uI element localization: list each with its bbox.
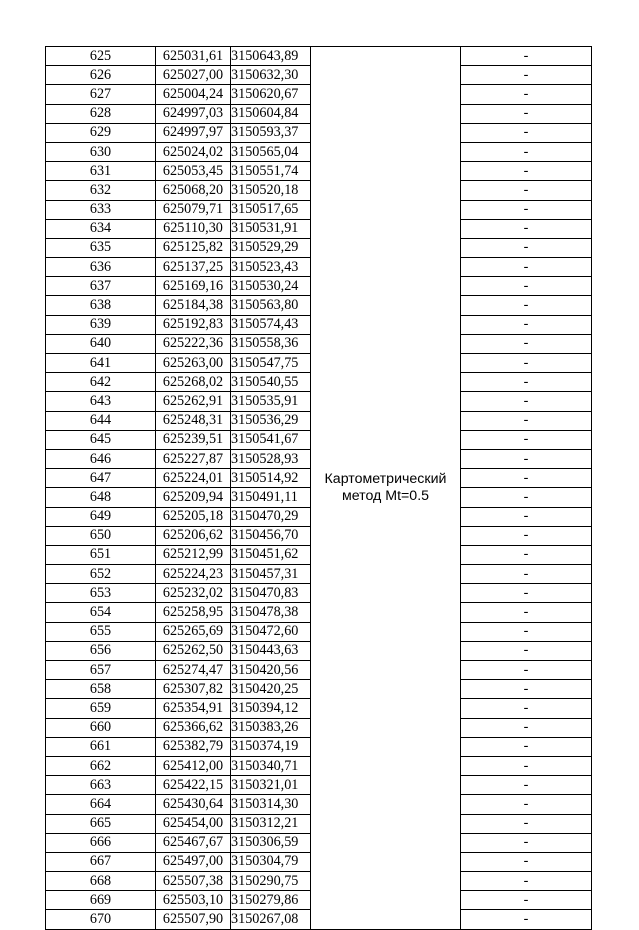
- y-coordinate-cell: 3150420,56: [231, 661, 311, 680]
- point-number-cell: 668: [46, 872, 156, 891]
- accuracy-cell: -: [461, 545, 592, 564]
- coordinates-table: [45, 46, 592, 930]
- x-coordinate-cell: 625307,82: [156, 680, 231, 699]
- point-number-cell: 650: [46, 526, 156, 545]
- x-coordinate-cell: 625110,30: [156, 219, 231, 238]
- accuracy-cell: -: [461, 238, 592, 257]
- x-coordinate-cell: 625024,02: [156, 142, 231, 161]
- point-number-cell: 656: [46, 641, 156, 660]
- accuracy-cell: -: [461, 526, 592, 545]
- y-coordinate-cell: 3150470,83: [231, 584, 311, 603]
- x-coordinate-cell: 625274,47: [156, 661, 231, 680]
- y-coordinate-cell: 3150535,91: [231, 392, 311, 411]
- y-coordinate-cell: 3150420,25: [231, 680, 311, 699]
- y-coordinate-cell: 3150279,86: [231, 891, 311, 910]
- point-number-cell: 670: [46, 910, 156, 929]
- accuracy-cell: -: [461, 507, 592, 526]
- accuracy-cell: -: [461, 852, 592, 871]
- accuracy-cell: -: [461, 795, 592, 814]
- point-number-cell: 655: [46, 622, 156, 641]
- accuracy-cell: -: [461, 641, 592, 660]
- point-number-cell: 664: [46, 795, 156, 814]
- point-number-cell: 649: [46, 507, 156, 526]
- y-coordinate-cell: 3150472,60: [231, 622, 311, 641]
- accuracy-cell: -: [461, 469, 592, 488]
- x-coordinate-cell: 625507,90: [156, 910, 231, 929]
- accuracy-cell: -: [461, 488, 592, 507]
- accuracy-cell: -: [461, 142, 592, 161]
- x-coordinate-cell: 625205,18: [156, 507, 231, 526]
- x-coordinate-cell: 624997,97: [156, 123, 231, 142]
- y-coordinate-cell: 3150632,30: [231, 66, 311, 85]
- y-coordinate-cell: 3150314,30: [231, 795, 311, 814]
- accuracy-cell: -: [461, 814, 592, 833]
- y-coordinate-cell: 3150374,19: [231, 737, 311, 756]
- table-body: [46, 47, 592, 930]
- point-number-cell: 658: [46, 680, 156, 699]
- accuracy-cell: -: [461, 85, 592, 104]
- x-coordinate-cell: 625192,83: [156, 315, 231, 334]
- accuracy-cell: -: [461, 411, 592, 430]
- x-coordinate-cell: 625366,62: [156, 718, 231, 737]
- accuracy-cell: -: [461, 584, 592, 603]
- point-number-cell: 646: [46, 449, 156, 468]
- point-number-cell: 637: [46, 277, 156, 296]
- accuracy-cell: -: [461, 66, 592, 85]
- point-number-cell: 641: [46, 354, 156, 373]
- x-coordinate-cell: 625497,00: [156, 852, 231, 871]
- y-coordinate-cell: 3150470,29: [231, 507, 311, 526]
- point-number-cell: 643: [46, 392, 156, 411]
- point-number-cell: 630: [46, 142, 156, 161]
- y-coordinate-cell: 3150536,29: [231, 411, 311, 430]
- accuracy-cell: -: [461, 277, 592, 296]
- point-number-cell: 640: [46, 334, 156, 353]
- x-coordinate-cell: 625262,50: [156, 641, 231, 660]
- x-coordinate-cell: 625382,79: [156, 737, 231, 756]
- accuracy-cell: -: [461, 315, 592, 334]
- y-coordinate-cell: 3150540,55: [231, 373, 311, 392]
- point-number-cell: 626: [46, 66, 156, 85]
- x-coordinate-cell: 625262,91: [156, 392, 231, 411]
- y-coordinate-cell: 3150558,36: [231, 334, 311, 353]
- method-line-2: метод Mt=0.5: [341, 487, 430, 504]
- x-coordinate-cell: 625027,00: [156, 66, 231, 85]
- y-coordinate-cell: 3150563,80: [231, 296, 311, 315]
- y-coordinate-cell: 3150528,93: [231, 449, 311, 468]
- accuracy-cell: -: [461, 258, 592, 277]
- accuracy-cell: -: [461, 449, 592, 468]
- x-coordinate-cell: 625268,02: [156, 373, 231, 392]
- point-number-cell: 663: [46, 776, 156, 795]
- accuracy-cell: -: [461, 162, 592, 181]
- y-coordinate-cell: 3150574,43: [231, 315, 311, 334]
- y-coordinate-cell: 3150456,70: [231, 526, 311, 545]
- point-number-cell: 644: [46, 411, 156, 430]
- y-coordinate-cell: 3150290,75: [231, 872, 311, 891]
- y-coordinate-cell: 3150593,37: [231, 123, 311, 142]
- y-coordinate-cell: 3150267,08: [231, 910, 311, 929]
- point-number-cell: 653: [46, 584, 156, 603]
- point-number-cell: 627: [46, 85, 156, 104]
- x-coordinate-cell: 625503,10: [156, 891, 231, 910]
- point-number-cell: 648: [46, 488, 156, 507]
- point-number-cell: 638: [46, 296, 156, 315]
- y-coordinate-cell: 3150443,63: [231, 641, 311, 660]
- accuracy-cell: -: [461, 737, 592, 756]
- point-number-cell: 633: [46, 200, 156, 219]
- accuracy-cell: -: [461, 891, 592, 910]
- point-number-cell: 631: [46, 162, 156, 181]
- accuracy-cell: -: [461, 661, 592, 680]
- x-coordinate-cell: 625053,45: [156, 162, 231, 181]
- point-number-cell: 660: [46, 718, 156, 737]
- x-coordinate-cell: 625079,71: [156, 200, 231, 219]
- y-coordinate-cell: 3150523,43: [231, 258, 311, 277]
- x-coordinate-cell: 625467,67: [156, 833, 231, 852]
- point-number-cell: 669: [46, 891, 156, 910]
- point-number-cell: 659: [46, 699, 156, 718]
- x-coordinate-cell: 625224,01: [156, 469, 231, 488]
- x-coordinate-cell: 625239,51: [156, 430, 231, 449]
- point-number-cell: 647: [46, 469, 156, 488]
- point-number-cell: 639: [46, 315, 156, 334]
- x-coordinate-cell: 625222,36: [156, 334, 231, 353]
- x-coordinate-cell: 625454,00: [156, 814, 231, 833]
- point-number-cell: 665: [46, 814, 156, 833]
- y-coordinate-cell: 3150340,71: [231, 756, 311, 775]
- y-coordinate-cell: 3150478,38: [231, 603, 311, 622]
- y-coordinate-cell: 3150529,29: [231, 238, 311, 257]
- y-coordinate-cell: 3150457,31: [231, 565, 311, 584]
- point-number-cell: 662: [46, 756, 156, 775]
- y-coordinate-cell: 3150643,89: [231, 47, 311, 66]
- point-number-cell: 654: [46, 603, 156, 622]
- y-coordinate-cell: 3150514,92: [231, 469, 311, 488]
- x-coordinate-cell: 625430,64: [156, 795, 231, 814]
- accuracy-cell: -: [461, 354, 592, 373]
- accuracy-cell: -: [461, 47, 592, 66]
- point-number-cell: 652: [46, 565, 156, 584]
- x-coordinate-cell: 625224,23: [156, 565, 231, 584]
- accuracy-cell: -: [461, 756, 592, 775]
- x-coordinate-cell: 625137,25: [156, 258, 231, 277]
- accuracy-cell: -: [461, 680, 592, 699]
- accuracy-cell: -: [461, 430, 592, 449]
- x-coordinate-cell: 625265,69: [156, 622, 231, 641]
- y-coordinate-cell: 3150520,18: [231, 181, 311, 200]
- y-coordinate-cell: 3150517,65: [231, 200, 311, 219]
- accuracy-cell: -: [461, 872, 592, 891]
- accuracy-cell: -: [461, 219, 592, 238]
- y-coordinate-cell: 3150312,21: [231, 814, 311, 833]
- point-number-cell: 657: [46, 661, 156, 680]
- x-coordinate-cell: 625031,61: [156, 47, 231, 66]
- x-coordinate-cell: 625422,15: [156, 776, 231, 795]
- accuracy-cell: -: [461, 181, 592, 200]
- y-coordinate-cell: 3150604,84: [231, 104, 311, 123]
- accuracy-cell: -: [461, 603, 592, 622]
- accuracy-cell: -: [461, 565, 592, 584]
- y-coordinate-cell: 3150304,79: [231, 852, 311, 871]
- method-cell: [311, 47, 461, 930]
- accuracy-cell: -: [461, 123, 592, 142]
- y-coordinate-cell: 3150620,67: [231, 85, 311, 104]
- x-coordinate-cell: 625232,02: [156, 584, 231, 603]
- accuracy-cell: -: [461, 373, 592, 392]
- x-coordinate-cell: 625507,38: [156, 872, 231, 891]
- y-coordinate-cell: 3150491,11: [231, 488, 311, 507]
- x-coordinate-cell: 625263,00: [156, 354, 231, 373]
- y-coordinate-cell: 3150394,12: [231, 699, 311, 718]
- point-number-cell: 636: [46, 258, 156, 277]
- accuracy-cell: -: [461, 392, 592, 411]
- accuracy-cell: -: [461, 334, 592, 353]
- point-number-cell: 667: [46, 852, 156, 871]
- x-coordinate-cell: 625184,38: [156, 296, 231, 315]
- x-coordinate-cell: 624997,03: [156, 104, 231, 123]
- accuracy-cell: -: [461, 622, 592, 641]
- x-coordinate-cell: 625209,94: [156, 488, 231, 507]
- accuracy-cell: -: [461, 699, 592, 718]
- accuracy-cell: -: [461, 718, 592, 737]
- accuracy-cell: -: [461, 776, 592, 795]
- accuracy-cell: -: [461, 104, 592, 123]
- point-number-cell: 629: [46, 123, 156, 142]
- point-number-cell: 634: [46, 219, 156, 238]
- accuracy-cell: -: [461, 833, 592, 852]
- y-coordinate-cell: 3150541,67: [231, 430, 311, 449]
- x-coordinate-cell: 625248,31: [156, 411, 231, 430]
- method-line-1: Картометрический: [324, 470, 447, 487]
- point-number-cell: 651: [46, 545, 156, 564]
- accuracy-cell: -: [461, 296, 592, 315]
- y-coordinate-cell: 3150306,59: [231, 833, 311, 852]
- accuracy-cell: -: [461, 200, 592, 219]
- y-coordinate-cell: 3150530,24: [231, 277, 311, 296]
- point-number-cell: 642: [46, 373, 156, 392]
- x-coordinate-cell: 625412,00: [156, 756, 231, 775]
- x-coordinate-cell: 625068,20: [156, 181, 231, 200]
- x-coordinate-cell: 625212,99: [156, 545, 231, 564]
- x-coordinate-cell: 625354,91: [156, 699, 231, 718]
- point-number-cell: 645: [46, 430, 156, 449]
- x-coordinate-cell: 625258,95: [156, 603, 231, 622]
- point-number-cell: 666: [46, 833, 156, 852]
- x-coordinate-cell: 625125,82: [156, 238, 231, 257]
- y-coordinate-cell: 3150321,01: [231, 776, 311, 795]
- point-number-cell: 628: [46, 104, 156, 123]
- y-coordinate-cell: 3150451,62: [231, 545, 311, 564]
- x-coordinate-cell: 625227,87: [156, 449, 231, 468]
- y-coordinate-cell: 3150547,75: [231, 354, 311, 373]
- point-number-cell: 661: [46, 737, 156, 756]
- table-row: [46, 47, 592, 66]
- y-coordinate-cell: 3150531,91: [231, 219, 311, 238]
- y-coordinate-cell: 3150565,04: [231, 142, 311, 161]
- y-coordinate-cell: 3150551,74: [231, 162, 311, 181]
- point-number-cell: 625: [46, 47, 156, 66]
- y-coordinate-cell: 3150383,26: [231, 718, 311, 737]
- accuracy-cell: -: [461, 910, 592, 929]
- point-number-cell: 632: [46, 181, 156, 200]
- point-number-cell: 635: [46, 238, 156, 257]
- x-coordinate-cell: 625169,16: [156, 277, 231, 296]
- x-coordinate-cell: 625206,62: [156, 526, 231, 545]
- x-coordinate-cell: 625004,24: [156, 85, 231, 104]
